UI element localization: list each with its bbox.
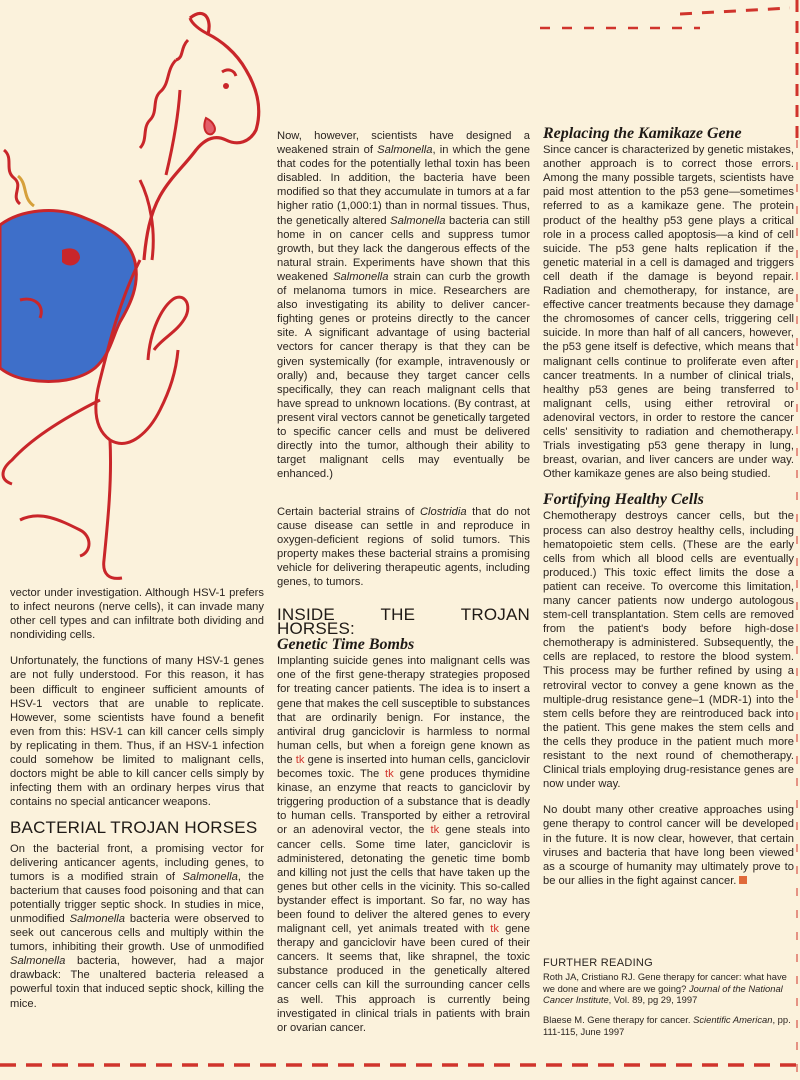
reference-1: Roth JA, Cristiano RJ. Gene therapy for cancer: what have we done and where are we going? Journal of the National Cancer Institute, Vol. 89, pg 29, 1997 <box>543 970 787 1006</box>
horse-illustration <box>0 0 275 590</box>
top-dash-decoration-2 <box>540 18 700 38</box>
middle-column-bottom <box>277 605 530 1047</box>
fortifying-healthy-cells-heading: Fortifying Healthy Cells <box>543 491 704 509</box>
middle-paragraph-3: Implanting suicide genes into malignant cells was one of the first gene-therapy strategies proposed for treating cancer patients. The idea is to insert a gene that makes the cell susceptible to substances that are ordinarily benign. For instance, the antiviral drug ganciclovir is harmless to normal human cells, but when a foreign gene known as the tk gene is inserted into human cells, ganciclovir becomes toxic. The tk gene produces thymidine kinase, an enzyme that reacts to ganciclovir by triggering production of a substance that is deadly to human cells. Transported by either a retroviral or an adenoviral vector, the tk gene steals into cancer cells. Some time later, ganciclovir is administered, detonating the genetic time bomb and killing not just the cells that have taken up the genes but other cells in the vicinity. This so-called bystander effect is important. So far, no way has been found to deliver the altered genes to every malignant cell, yet animals treated with tk gene therapy and ganciclovir have been cured of their cancers. It seems that, like shrapnel, the toxic substance produced in the genetically altered cancer cells can kill the surrounding cancer cells as well. This approach is currently being investigated in clinical trials in patients with brain or ovarian cancer. <box>277 655 530 1034</box>
reference-2: Blaese M. Gene therapy for cancer. Scientific American, pp. 111-115, June 1997 <box>543 1014 791 1037</box>
middle-paragraph-2: Certain bacterial strains of Clostridia that do not cause disease can settle in and reproduce in oxygen-deficient regions of solid tumors. This property makes these bacterial strains a promising vehicle for delivering therapeutic agents, including genes, to tumors. <box>277 506 530 589</box>
bacterial-trojan-horses-heading: BACTERIAL TROJAN HORSES <box>10 818 258 838</box>
middle-paragraph-1: Now, however, scientists have designed a weakened strain of Salmonella, in which the gene that codes for the potentially lethal toxin has been disabled. In addition, the bacteria have been modified so that they accumulate in tumors at a far higher ratio (1,000:1) than in normal tissues. Thus, the genetically altered Salmonella bacteria can still home in on cancer cells and suppress tumor growth, but they lack the dangerous effects of the natural strain. Experiments have shown that this weakened Salmonella strain can curb the growth of melanoma tumors in mice. Researchers are also investigating its ability to deliver cancer-fighting genes or proteins directly to the cancer site. A significant advantage of using bacterial vectors for cancer therapy is that they can be given systemically (for example, intravenously or orally) and, because they target cancer cells specifically, they can reach malignant cells that have spread to unknown locations. (By contrast, at present viral vectors cannot be genetically targeted to specific cancer cells and must be delivered directly into the tumor, although their ability to target malignant cells may eventually be enhanced.) <box>277 130 531 481</box>
blue-figure <box>0 211 136 382</box>
left-column <box>10 586 264 1023</box>
further-reading-heading: FURTHER READING <box>543 957 654 969</box>
middle-column-top <box>277 129 530 493</box>
right-edge-dash-decoration <box>794 140 800 1080</box>
horse-head <box>144 13 259 260</box>
further-reading <box>543 958 793 1046</box>
genetic-time-bombs-subheading: Genetic Time Bombs <box>277 636 415 654</box>
replacing-kamikaze-gene-heading: Replacing the Kamikaze Gene <box>543 125 742 142</box>
right-paragraph-3: No doubt many other creative approaches using gene therapy to control cancer will be developed in the future. It is now clear, however, that certain viruses and bacteria that have long been viewed as a scourge of humanity may ultimately prove to be our allies in the fight against cancer. <box>543 804 794 887</box>
right-column <box>543 127 794 900</box>
left-paragraph-1: vector under investigation. Although HSV-1 prefers to infect neurons (nerve cells), it can invade many other cell types and can infiltrate both dividing and nondividing cells. <box>10 587 264 642</box>
right-paragraph-1: Since cancer is characterized by genetic mistakes, another approach is to correct those errors. Among the many possible targets, scientists have paid most attention to the p53 gene—sometimes referred to as a kamikaze gene. The protein product of the healthy p53 gene plays a critical role in a process called apoptosis—a kind of cell suicide. The p53 gene halts replication if the genetic material in a cell is damaged and triggers cell death if the damage is beyond repair. Radiation and chemotherapy, for instance, are effective cancer treatments because they damage the chromosomes of cancer cells, triggering cell suicide. In more than half of all cancers, however, the p53 gene itself is defective, which means that malignant cells continue to proliferate even after cancer treatments. In a number of clinical trials, healthy p53 genes are being transferred to malignant cells, using either retroviral or adenoviral vectors, in order to restore the cancer cells' sensitivity to radiation and chemotherapy. Trials investigating p53 gene therapy in lung, breast, ovarian, and liver cancers are under way. Other kamikaze genes are also being studied. <box>543 144 794 481</box>
bottom-dash-decoration <box>0 1062 800 1068</box>
top-right-dash-decoration <box>794 0 800 140</box>
left-paragraph-3: On the bacterial front, a promising vector for delivering anticancer agents, including genes, to tumors is a modified strain of Salmonella, the bacterium that causes food poisoning and that can potentially trigger septic shock. In studies in mice, unmodified Salmonella bacteria were observed to seek out cancerous cells and multiply within the tumors, inhibiting their growth. Use of unmodified Salmonella bacteria, however, had a major drawback: The unaltered bacteria released a powerful toxin that induced septic shock, killing the mice. <box>10 842 264 1010</box>
middle-column-mid <box>277 505 530 602</box>
horse-tongue <box>204 118 214 134</box>
inside-trojan-horses-heading: INSIDE THE TROJAN HORSES: <box>277 605 530 639</box>
end-mark-icon <box>739 876 747 884</box>
left-paragraph-2: Unfortunately, the functions of many HSV-1 genes are not fully understood. For this reason, it has been difficult to engineer sufficient amounts of HSV-1 vectors that are unable to replicate. However, some scientists have found a benefit even from this: HSV-1 can kill cancer cells simply by replicating in them. Thus, if an HSV-1 infection could somehow be limited to malignant cells, doctors might be able to kill cancer cells simply by infecting them with an ordinary herpes virus that contains no special anticancer weapons. <box>10 655 264 809</box>
right-paragraph-2: Chemotherapy destroys cancer cells, but the process can also destroy healthy cells, including hematopoietic stem cells. (These are the early cells from which all blood cells are eventually produced.) This toxic effect limits the dose a patient can receive. To overcome this limitation, many cancer patients now undergo autologous stem-cell transplantation. Stem cells are removed from the patient's body before high-dose chemotherapy is administered. Subsequently, the cells are replaced, to restore the blood system. This process may be further refined by using a retroviral vector to convey a gene known as the multiple-drug resistance gene–1 (MDR-1) into the stem cells before they are reintroduced back into the patient. This gene makes the stem cells and the cells they produce in the patient much more resistant to the next round of chemotherapy. Clinical trials employing drug-resistance genes are now under way. <box>543 510 794 791</box>
